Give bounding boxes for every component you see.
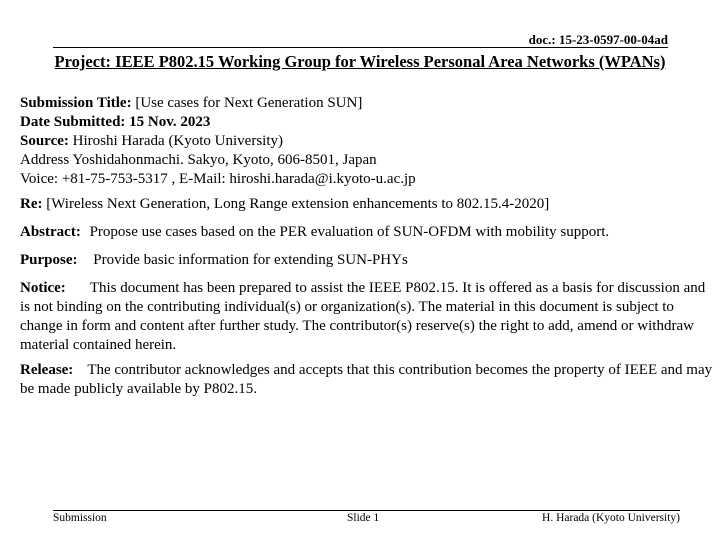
footer-slide-number: Slide 1 bbox=[347, 512, 380, 524]
slide-body bbox=[20, 94, 716, 399]
header-divider bbox=[53, 47, 668, 48]
notice-label: Notice: bbox=[20, 280, 66, 296]
source-line bbox=[20, 132, 716, 151]
re-label: Re: bbox=[20, 196, 43, 212]
abstract-value: Propose use cases based on the PER evaluation of SUN-OFDM with mobility support. bbox=[89, 224, 610, 240]
abstract-label: Abstract: bbox=[20, 224, 81, 240]
submission-title-label: Submission Title: bbox=[20, 95, 132, 111]
notice-value: This document has been prepared to assist the IEEE P802.15. It is offered as a basis for discussion and is not binding on the contributing individual(s) or organization(s). The material in this document is subject to change in form and content after further study. The contributor(s) reserve(s) the right to add, amend or withdraw material contained herein. bbox=[20, 280, 706, 353]
submission-title-value: [Use cases for Next Generation SUN] bbox=[135, 95, 363, 111]
project-title: Project: IEEE P802.15 Working Group for Wireless Personal Area Networks (WPANs) bbox=[54, 52, 666, 71]
source-label: Source: bbox=[20, 133, 69, 149]
purpose-value: Provide basic information for extending SUN-PHYs bbox=[93, 252, 408, 268]
footer-submission: Submission bbox=[53, 512, 107, 524]
notice-paragraph bbox=[20, 279, 716, 355]
date-submitted: Date Submitted: 15 Nov. 2023 bbox=[20, 114, 211, 130]
footer-author: H. Harada (Kyoto University) bbox=[542, 512, 680, 524]
address-line: Address Yoshidahonmachi. Sakyo, Kyoto, 606-8501, Japan bbox=[20, 152, 377, 168]
source-value: Hiroshi Harada (Kyoto University) bbox=[72, 133, 284, 149]
voice-email-line: Voice: +81-75-753-5317 , E-Mail: hiroshi.harada@i.kyoto-u.ac.jp bbox=[20, 171, 416, 187]
footer-divider bbox=[53, 510, 680, 511]
submission-title-line bbox=[20, 94, 716, 113]
abstract-line bbox=[20, 223, 716, 242]
release-label: Release: bbox=[20, 362, 74, 378]
doc-id: doc.: 15-23-0597-00-04ad bbox=[528, 32, 668, 47]
re-value: [Wireless Next Generation, Long Range extension enhancements to 802.15.4-2020] bbox=[46, 196, 550, 212]
release-paragraph bbox=[20, 361, 716, 399]
purpose-line bbox=[20, 251, 716, 270]
purpose-label: Purpose: bbox=[20, 252, 78, 268]
release-value: The contributor acknowledges and accepts that this contribution becomes the property of IEEE and may be made publicly available by P802.15. bbox=[20, 362, 713, 397]
re-line bbox=[20, 195, 716, 214]
